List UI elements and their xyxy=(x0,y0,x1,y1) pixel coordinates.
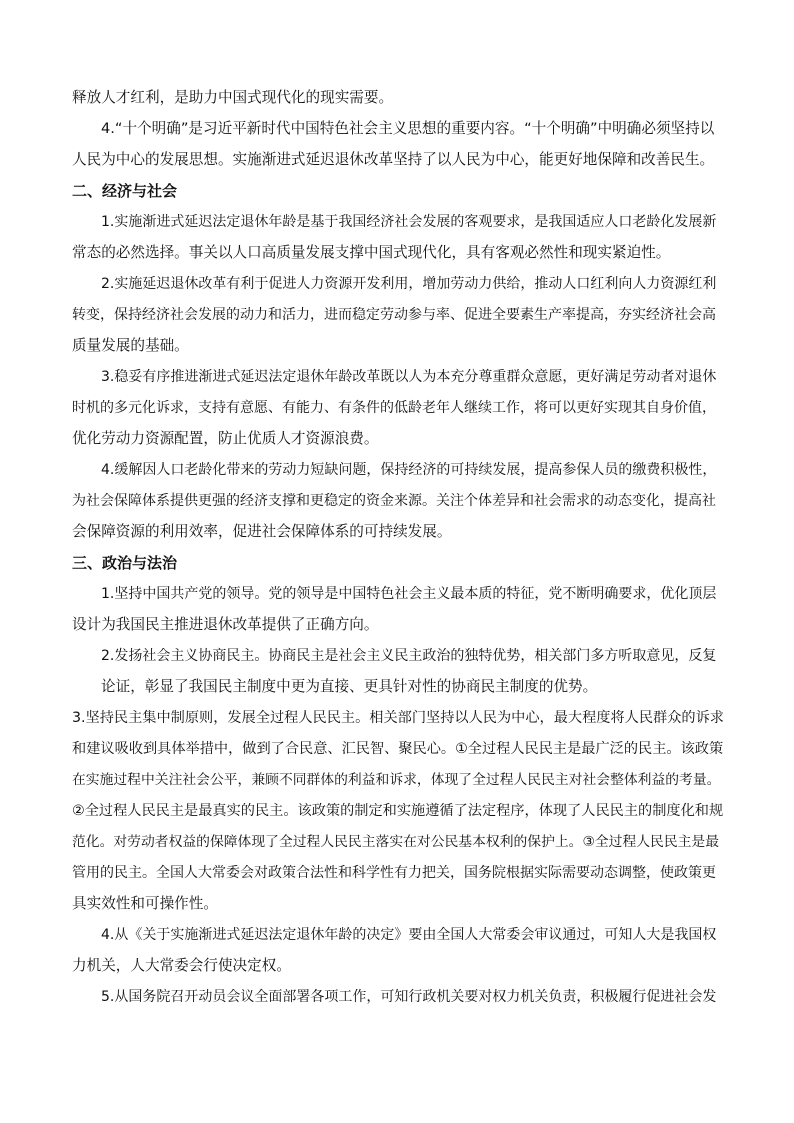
paragraph-line: 释放人才红利，是助力中国式现代化的现实需要。 xyxy=(72,89,394,106)
paragraph-line: 2.实施延迟退休改革有利于促进人力资源开发利用，增加劳动力供给，推动人口红利向人力资源红利 xyxy=(101,276,717,292)
paragraph-line: 4.“十个明确”是习近平新时代中国特色社会主义思想的重要内容。“十个明确”中明确必须坚持以 xyxy=(101,120,715,137)
paragraph-line: 转变，保持经济社会发展的动力和活力，进而稳定劳动参与率、促进全要素生产率提高，夯实经济社会高 xyxy=(72,307,716,323)
paragraph-line: 在实施过程中关注社会公平，兼顾不同群体的利益和诉求，体现了全过程人民民主对社会整体利益的考量。 xyxy=(72,772,721,788)
paragraph-line: 1.坚持中国共产党的领导。党的领导是中国特色社会主义最本质的特征，党不断明确要求，优化顶层 xyxy=(101,586,717,602)
paragraph-line: 会保障资源的利用效率，促进社会保障体系的可持续发展。 xyxy=(72,523,452,540)
paragraph-line: 论证，彰显了我国民主制度中更为直接、更具针对性的协商民主制度的优势。 xyxy=(101,678,598,695)
paragraph-line: 2.发扬社会主义协商民主。协商民主是社会主义民主政治的独特优势，相关部门多方听取意见，反复 xyxy=(101,648,717,664)
paragraph-line: 1.实施渐进式延迟法定退休年龄是基于我国经济社会发展的客观要求，是我国适应人口老龄化发展新 xyxy=(101,214,717,230)
paragraph-line: 质量发展的基础。 xyxy=(72,337,189,354)
paragraph-line: 人民为中心的发展思想。实施渐进式延迟退休改革坚持了以人民为中心，能更好地保障和改善民生。 xyxy=(72,151,715,168)
paragraph-line: 3.坚持民主集中制原则，发展全过程人民民主。相关部门坚持以人民为中心，最大程度将人民群众的诉求 xyxy=(72,710,724,726)
paragraph-line: 具实效性和可操作性。 xyxy=(72,895,218,912)
paragraph-line: 管用的民主。全国人大常委会对政策合法性和科学性有力把关，国务院根据实际需要动态调整，使政策更 xyxy=(72,865,716,881)
paragraph-line: 4.从《关于实施渐进式延迟法定退休年龄的决定》要由全国人大常委会审议通过，可知人大是我国权 xyxy=(101,927,717,943)
paragraph-line: 时机的多元化诉求，支持有意愿、有能力、有条件的低龄老年人继续工作，将可以更好实现其自身价值， xyxy=(72,400,716,416)
paragraph-line: 和建议吸收到具体举措中，做到了合民意、汇民智、聚民心。①全过程人民民主是最广泛的民主。该政策 xyxy=(72,741,724,757)
section-heading-politics: 三、政治与法治 xyxy=(72,554,178,572)
paragraph-line: 常态的必然选择。事关以人口高质量发展支撑中国式现代化，具有客观必然性和现实紧迫性。 xyxy=(72,244,671,261)
paragraph-line: 优化劳动力资源配置，防止优质人才资源浪费。 xyxy=(72,430,379,447)
paragraph-line: 范化。对劳动者权益的保障体现了全过程人民民主落实在对公民基本权利的保护上。③全过程人民民主是最 xyxy=(72,834,720,850)
paragraph-line: 5.从国务院召开动员会议全面部署各项工作，可知行政机关要对权力机关负责，积极履行促进社会发 xyxy=(101,989,717,1005)
paragraph-line: 力机关，人大常委会行使决定权。 xyxy=(72,957,291,974)
paragraph-line: 3.稳妥有序推进渐进式延迟法定退休年龄改革既以人为本充分尊重群众意愿，更好满足劳动者对退休 xyxy=(101,369,717,385)
paragraph-line: ②全过程人民民主是最真实的民主。该政策的制定和实施遵循了法定程序，体现了人民民主的制度化和规 xyxy=(72,803,724,819)
paragraph-line: 4.缓解因人口老龄化带来的劳动力短缺问题，保持经济的可持续发展，提高参保人员的缴费积极性， xyxy=(101,462,717,478)
section-heading-economy: 二、经济与社会 xyxy=(72,182,178,200)
paragraph-line: 设计为我国民主推进退休改革提供了正确方向。 xyxy=(72,616,379,633)
paragraph-line: 为社会保障体系提供更强的经济支撑和更稳定的资金来源。关注个体差异和社会需求的动态变化，提高社 xyxy=(72,493,716,509)
